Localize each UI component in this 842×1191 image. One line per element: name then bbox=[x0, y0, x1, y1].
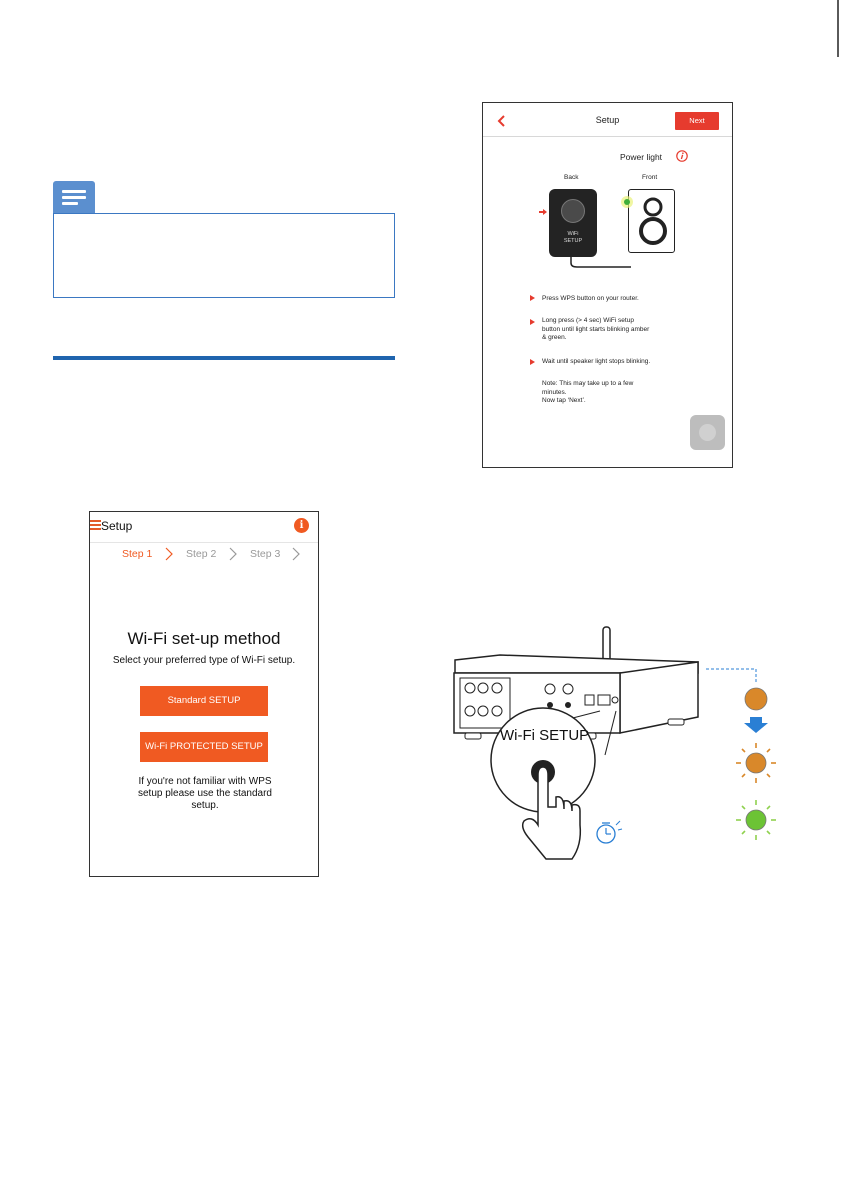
chevron-right-icon bbox=[289, 547, 303, 561]
page-edge-rule bbox=[0, 0, 842, 60]
instruction-3: Wait until speaker light stops blinking. bbox=[542, 358, 651, 365]
phone-screen-wps-setup bbox=[482, 102, 733, 468]
step-indicator bbox=[90, 542, 318, 565]
note-icon bbox=[53, 181, 95, 214]
cable-illustration bbox=[563, 253, 633, 273]
streamer-illustration bbox=[440, 615, 800, 870]
app-header bbox=[90, 512, 318, 542]
header-title: Setup bbox=[101, 519, 133, 533]
menu-icon[interactable] bbox=[90, 520, 101, 530]
next-button[interactable]: Next bbox=[675, 112, 719, 130]
standard-setup-button[interactable]: Standard SETUP bbox=[140, 686, 268, 716]
bullet-icon bbox=[530, 295, 535, 301]
screen-heading: Wi-Fi set-up method bbox=[127, 629, 281, 648]
info-icon[interactable]: i bbox=[294, 518, 309, 533]
header-title: Setup bbox=[595, 115, 620, 125]
step-3[interactable]: Step 3 bbox=[250, 548, 281, 560]
device-label: WiFi SETUP bbox=[563, 231, 583, 244]
led-green-blinking-icon bbox=[746, 810, 766, 830]
section-rule bbox=[53, 356, 395, 360]
app-header bbox=[483, 103, 732, 137]
led-amber-blinking-icon bbox=[746, 753, 766, 773]
speaker-front-illustration bbox=[628, 189, 675, 253]
note-box bbox=[53, 213, 395, 298]
chevron-right-icon bbox=[226, 547, 240, 561]
screen-subheading: Select your preferred type of Wi-Fi setup. bbox=[112, 655, 296, 666]
power-light-label: Power light bbox=[620, 152, 663, 162]
note-text: Note: This may take up to a few minutes. Now tap ‘Next’. bbox=[542, 380, 634, 404]
step-1[interactable]: Step 1 bbox=[122, 548, 153, 560]
front-label: Front bbox=[642, 174, 658, 181]
arrow-down-icon bbox=[744, 717, 768, 733]
chevron-right-icon bbox=[162, 547, 176, 561]
home-button[interactable] bbox=[690, 415, 725, 450]
setup-hint: If you're not familiar with WPS setup please use the standard setup. bbox=[138, 776, 272, 811]
speaker-icon bbox=[629, 190, 673, 251]
device-back-illustration bbox=[549, 189, 597, 257]
phone-screen-setup-method bbox=[89, 511, 319, 877]
arrow-right-icon bbox=[539, 209, 547, 215]
info-icon[interactable] bbox=[676, 150, 688, 162]
power-light-icon bbox=[620, 195, 634, 209]
wifi-setup-label: Wi-Fi SETUP bbox=[500, 727, 590, 744]
back-label: Back bbox=[564, 174, 579, 181]
instruction-1: Press WPS button on your router. bbox=[542, 295, 639, 302]
wps-setup-button[interactable]: Wi-Fi PROTECTED SETUP bbox=[140, 732, 268, 762]
instruction-2: Long press (> 4 sec) WiFi setup button until light starts blinking amber & green. bbox=[542, 317, 650, 341]
bullet-icon bbox=[530, 359, 535, 365]
bullet-icon bbox=[530, 319, 535, 325]
wifi-setup-button-illustration bbox=[561, 199, 585, 223]
step-2[interactable]: Step 2 bbox=[186, 548, 217, 560]
led-amber-icon bbox=[745, 688, 767, 710]
